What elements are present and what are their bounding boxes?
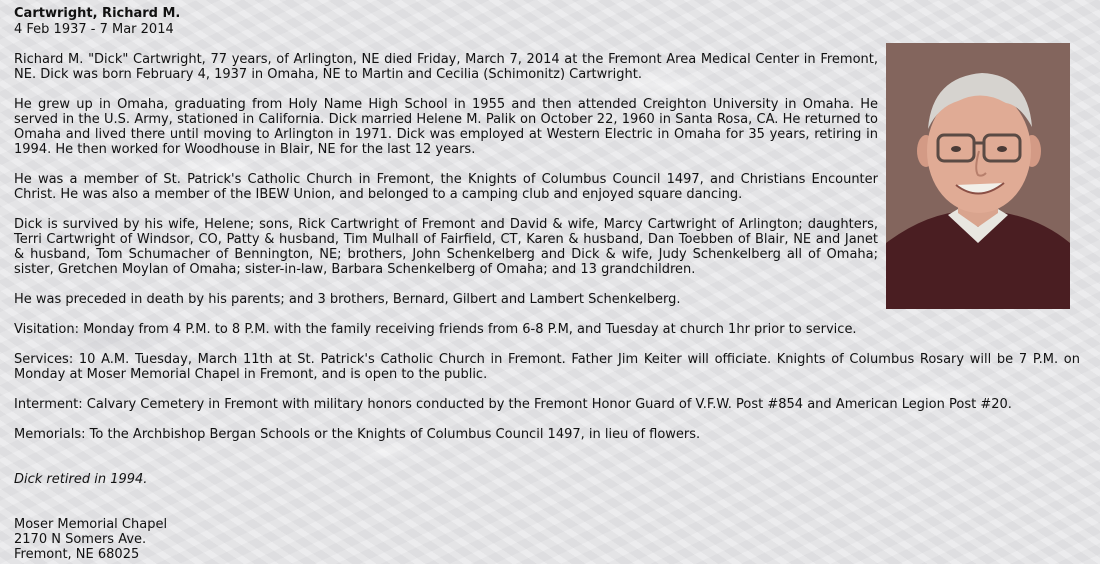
paragraph-biography: He grew up in Omaha, graduating from Holy Name High School in 1955 and then attended Creighton University in Omaha. He served in the U.S. Army, stationed in California. Dick married Helene M. Palik on October 22, 1960 in Santa Rosa, CA. He returned to Omaha and lived there until moving to Arlington in 1971. Dick was employed at Western Electric in Omaha for 35 years, retiring in 1994. He then worked for Woodhouse in Blair, NE for the last 12 years.	[14, 97, 878, 157]
paragraph-survivors: Dick is survived by his wife, Helene; sons, Rick Cartwright of Fremont and David & wife, Marcy Cartwright of Arlington; daughters, Terri Cartwright of Windsor, CO, Patty & husband, Tim Mulhall of Fairfield, CT, Karen & husband, Dan Toebben of Blair, NE and Janet & husband, Tom Schumacher of Bennington, NE; brothers, John Schenkelberg and Dick & wife, Judy Schenkelberg all of Omaha; sister, Gretchen Moylan of Omaha; sister-in-law, Barbara Schenkelberg of Omaha; and 13 grandchildren.	[14, 217, 878, 277]
paragraph-death-birth: Richard M. "Dick" Cartwright, 77 years, of Arlington, NE died Friday, March 7, 2014 at the Fremont Area Medical Center in Fremont, NE. Dick was born February 4, 1937 in Omaha, NE to Martin and Cecilia (Schimonitz) Cartwright.	[14, 52, 878, 82]
funeral-home-city: Fremont, NE 68025	[14, 547, 140, 562]
paragraph-visitation: Visitation: Monday from 4 P.M. to 8 P.M. with the family receiving friends from 6-8 P.M, and Tuesday at church 1hr prior to service.	[14, 322, 857, 337]
funeral-home-address	[14, 517, 1080, 562]
portrait-photo	[886, 43, 1070, 309]
paragraph-preceded: He was preceded in death by his parents; and 3 brothers, Bernard, Gilbert and Lambert Schenkelberg.	[14, 292, 681, 307]
retirement-note: Dick retired in 1994.	[14, 472, 148, 487]
paragraph-memorials: Memorials: To the Archbishop Bergan Schools or the Knights of Columbus Council 1497, in lieu of flowers.	[14, 427, 701, 442]
obituary-dates: 4 Feb 1937 - 7 Mar 2014	[14, 22, 174, 37]
paragraph-interment: Interment: Calvary Cemetery in Fremont with military honors conducted by the Fremont Honor Guard of V.F.W. Post #854 and American Legion Post #20.	[14, 397, 1012, 412]
funeral-home-street: 2170 N Somers Ave.	[14, 532, 147, 547]
obituary-name: Cartwright, Richard M.	[14, 6, 181, 21]
funeral-home-name: Moser Memorial Chapel	[14, 517, 168, 532]
paragraph-services: Services: 10 A.M. Tuesday, March 11th at St. Patrick's Catholic Church in Fremont. Father Jim Keiter will officiate. Knights of Columbus Rosary will be 7 P.M. on Monday at Moser Memorial Chapel in Fremont, and is open to the public.	[14, 352, 1080, 382]
paragraph-memberships: He was a member of St. Patrick's Catholic Church in Fremont, the Knights of Columbus Council 1497, and Christians Encounter Christ. He was also a member of the IBEW Union, and belonged to a camping club and enjoyed square dancing.	[14, 172, 878, 202]
